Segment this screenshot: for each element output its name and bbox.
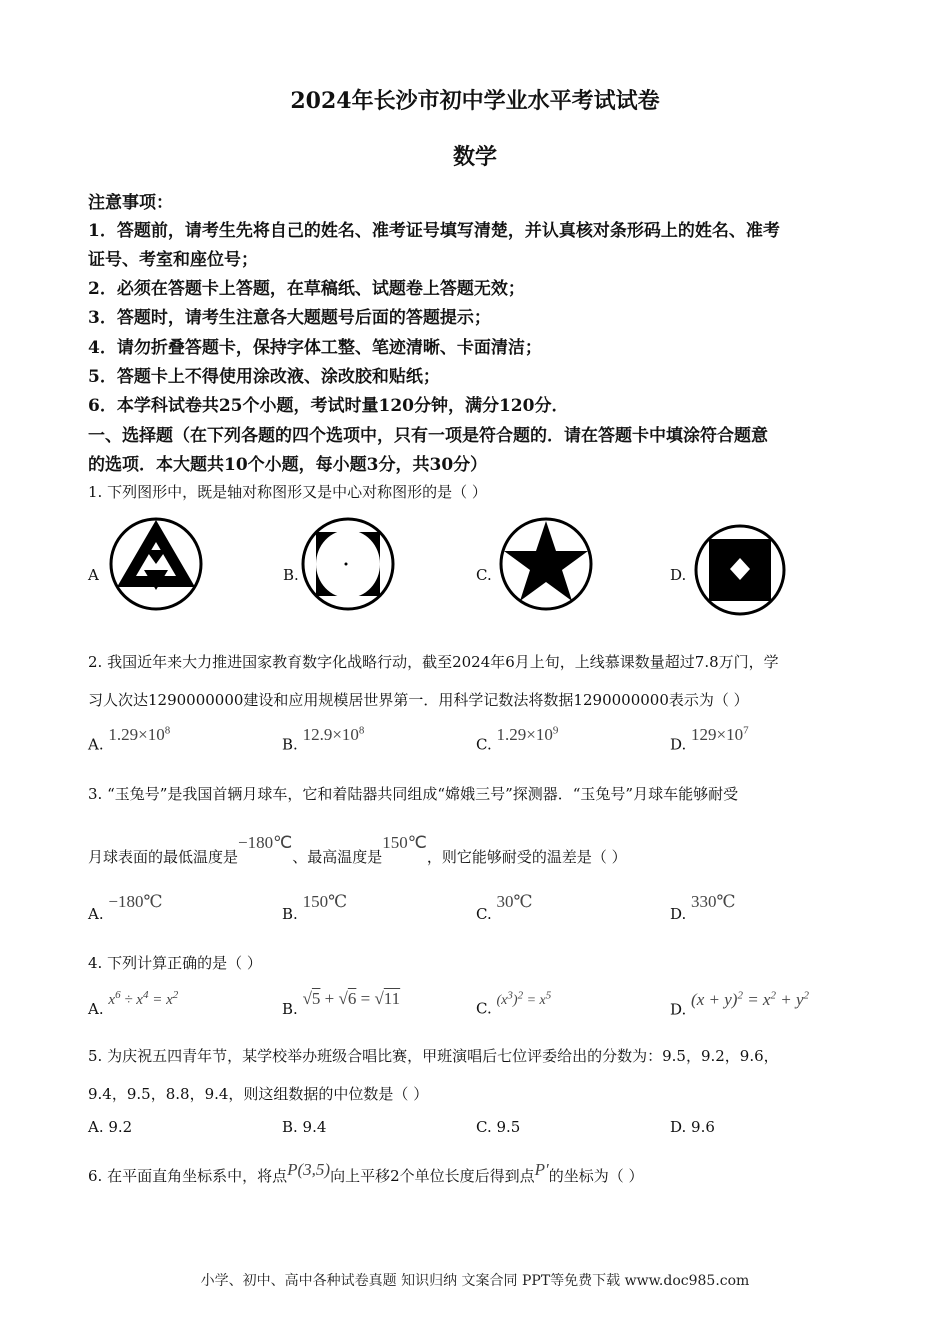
- subject-title: 数学: [452, 144, 497, 170]
- q4-option-d-expr: $(x + y)^2 = x^2 + y^2$: [691, 989, 809, 1009]
- q3-option-c: [476, 892, 533, 924]
- q2-option-a-value: $1.29\times 10^8$: [108, 724, 171, 744]
- question-3-line-2: 月球表面的最低温度是−180℃、最高温度是150℃，则它能够耐受的温差是（ ）: [88, 833, 627, 866]
- notice-item-5: 5．答题卡上不得使用涂改液、涂改胶和贴纸；: [88, 367, 440, 387]
- q3-min-temp: −180℃: [238, 833, 293, 852]
- notice-item-2: 2．必须在答题卡上答题，在草稿纸、试题卷上答题无效；: [88, 279, 525, 299]
- section-1-heading: 一、选择题（在下列各题的四个选项中，只有一项是符合题的．请在答题卡中填涂符合题意: [88, 426, 768, 446]
- question-5-line-2: 9.4，9.5，8.8，9.4，则这组数据的中位数是（ ）: [88, 1085, 429, 1103]
- q4-option-d: [670, 989, 809, 1020]
- question-2-line-2: 习人次达1290000000建设和应用规模居世界第一．用科学记数法将数据1290000000表示为（ ）: [88, 691, 749, 709]
- q5-option-d: D. 9.6: [670, 1118, 715, 1136]
- q4-option-b-label: B.: [282, 1000, 298, 1018]
- q4-option-c-label: C.: [476, 999, 492, 1018]
- q2-option-a: [88, 724, 171, 755]
- question-3-line-1: 3. “玉兔号”是我国首辆月球车，它和着陆器共同组成“嫦娥三号”探测器．“玉兔号”月球车能够耐受: [88, 785, 739, 803]
- q3-option-b-label: B.: [282, 905, 298, 923]
- notice-item-4: 4．请勿折叠答题卡，保持字体工整、笔迹清晰、卡面清洁；: [88, 338, 542, 358]
- page-footer: 小学、初中、高中各种试卷真题 知识归纳 文案合同 PPT等免费下载 www.doc985.com: [200, 1273, 750, 1289]
- q1-figure-d: [690, 520, 790, 620]
- q3-option-a: [88, 892, 163, 924]
- question-4-stem: 4. 下列计算正确的是（ ）: [88, 954, 262, 972]
- q4-option-b-expr: √5 + √6 = √11: [302, 989, 401, 1008]
- q4-option-a-expr: $x^6 \div x^4 = x^2$: [108, 989, 179, 1008]
- notice-heading: 注意事项：: [88, 193, 173, 213]
- notice-item-1-cont: 证号、考室和座位号；: [88, 250, 258, 270]
- notice-item-6: 6．本学科试卷共25个小题，考试时量120分钟，满分120分．: [88, 396, 569, 416]
- notice-item-3: 3．答题时，请考生注意各大题题号后面的答题提示；: [88, 308, 491, 328]
- q5-option-b: B. 9.4: [282, 1118, 327, 1136]
- q1-option-a-label: A: [88, 566, 99, 584]
- q6-point-p-prime: P′: [534, 1160, 549, 1179]
- question-6-stem: 6. 在平面直角坐标系中，将点P(3,5)向上平移2个单位长度后得到点P′的坐标为（ ）: [88, 1160, 644, 1185]
- q3-option-d-label: D.: [670, 905, 687, 923]
- q2-option-b-label: B.: [282, 735, 298, 754]
- q5-option-c: C. 9.5: [476, 1118, 521, 1136]
- q3-option-a-label: A.: [88, 905, 104, 923]
- q1-figure-b: [298, 514, 398, 614]
- q1-figure-c: [496, 514, 596, 614]
- q2-option-c: [476, 724, 559, 755]
- q1-option-b-label: B.: [283, 566, 299, 584]
- q2-option-a-label: A.: [88, 735, 104, 754]
- q1-option-c-label: C.: [476, 566, 492, 584]
- q2-option-d-value: $129\times 10^7$: [691, 724, 749, 744]
- q5-option-a: A. 9.2: [88, 1118, 133, 1136]
- question-1-stem: 1. 下列图形中，既是轴对称图形又是中心对称图形的是（ ）: [88, 483, 487, 501]
- q3-option-d: [670, 892, 736, 924]
- page-title: 2024年长沙市初中学业水平考试试卷: [290, 88, 660, 114]
- q3-option-a-value: −180℃: [108, 892, 163, 911]
- q4-option-c-expr: $(x^3)^2 = x^5$: [496, 989, 552, 1008]
- q4-option-b: [282, 989, 401, 1019]
- q2-option-b: [282, 724, 365, 755]
- section-1-heading-cont: 的选项．本大题共10个小题，每小题3分，共30分）: [88, 455, 488, 475]
- q1-figure-a: [106, 514, 206, 614]
- q3-option-b-value: 150℃: [302, 892, 348, 911]
- q1-option-d-label: D.: [670, 566, 687, 584]
- question-5-line-1: 5. 为庆祝五四青年节，某学校举办班级合唱比赛，甲班演唱后七位评委给出的分数为：9.5，9.2，9.6，: [88, 1047, 779, 1065]
- q2-option-d: [670, 724, 749, 755]
- q3-max-temp: 150℃: [382, 833, 427, 852]
- q2-option-c-label: C.: [476, 735, 492, 754]
- q2-option-b-value: $12.9\times 10^8$: [302, 724, 365, 744]
- q6-point-p: P(3,5): [287, 1160, 331, 1179]
- q4-option-a-label: A.: [88, 1000, 104, 1018]
- q2-option-c-value: $1.29\times 10^9$: [496, 724, 559, 744]
- q4-option-c: [476, 989, 552, 1019]
- q3-option-b: [282, 892, 348, 924]
- q4-option-a: [88, 989, 179, 1019]
- q3-option-c-label: C.: [476, 905, 492, 923]
- q2-option-d-label: D.: [670, 735, 687, 754]
- q4-option-d-label: D.: [670, 1000, 687, 1019]
- q3-option-c-value: 30℃: [496, 892, 533, 911]
- q3-option-d-value: 330℃: [691, 892, 736, 911]
- notice-item-1: 1．答题前，请考生先将自己的姓名、准考证号填写清楚，并认真核对条形码上的姓名、准考: [88, 221, 780, 241]
- question-2-line-1: 2. 我国近年来大力推进国家教育数字化战略行动，截至2024年6月上旬，上线慕课数量超过7.8万门，学: [88, 653, 779, 671]
